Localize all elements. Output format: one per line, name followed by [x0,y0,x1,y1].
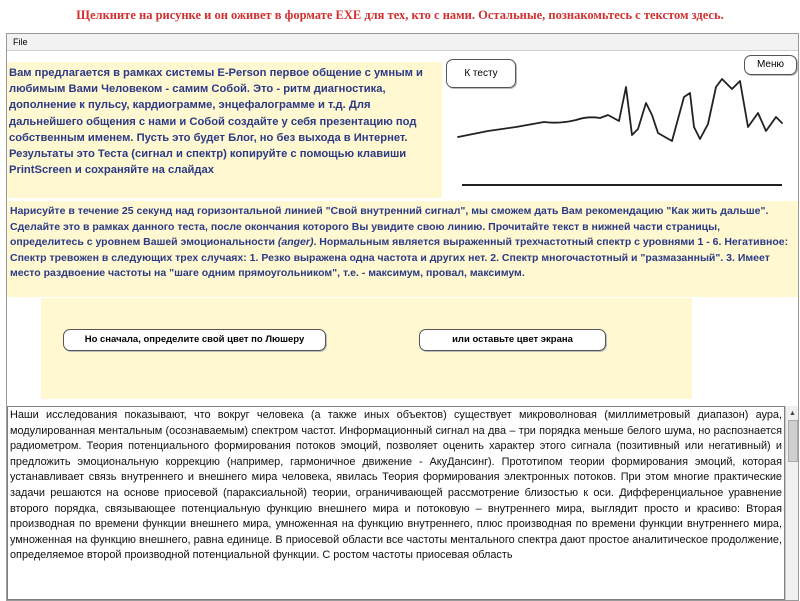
instructions-text [10,204,795,282]
intro-text: Вам предлагается в рамках системы E-Person первое общение с умным и любимым Вами Человеком - самим Собой. Это - ритм диагностика, дополнение к пульсу, кардиограмме, энцефалограмме и т.д. Для дальнейшего общения с нами и Собой создайте у себя презентацию под собственным именем. Пусть это будет Блог, но без выхода в Интернет. Результаты это Теста (сигнал и спектр) копируйте с помощью клавиши PrintScreen и сохраняйте на слайдах [9,67,423,177]
signal-line [458,79,782,141]
app-window [6,33,799,601]
top-banner: Щелкните на рисунке и он оживет в формате EXE для тех, кто с нами. Остальные, познакомьтесь с текстом здесь. [76,8,724,22]
menu-file[interactable]: File [13,37,28,47]
article-box[interactable] [7,406,785,600]
menu-bar [7,34,798,51]
instructions-text-part2: . Нормальным является выраженный трехчастотный спектр с уровнями 1 - 6. Негативное: Спектр тревожен в следующих трех случаях: 1. Резко выражена одна частота и других нет. 2. Спектр многочастотный и "размазанный". 3. Имеет место раздвоение частоты на "шаге одним прямоугольником", т.е. - максимум, провал, максимум. [10,236,789,280]
luscher-color-button[interactable]: Но сначала, определите свой цвет по Люшеру [63,329,326,351]
instructions-text-part1: Нарисуйте в течение 25 секунд над горизонтальной линией "Свой внутренний сигнал", мы сможем дать Вам рекомендацию "Как жить дальше". Сделайте это в рамках данного теста, после окончания которого Вы увидите свою линию. Прочитайте текст в нижней части страницы, определитесь с уровнем Вашей эмоциональности [10,205,769,249]
instructions-panel [7,201,798,297]
scroll-thumb[interactable] [788,420,798,462]
intro-panel [7,62,442,198]
menu-button[interactable]: Меню [744,55,797,75]
instructions-emphasis: (anger) [277,236,314,249]
article-scrollbar[interactable] [785,406,799,600]
article-text: Наши исследования показывают, что вокруг человека (а также иных объектов) существует микроволновая (миллиметровый диапазон) аура, модулированная ментальным (осознаваемым) спектром частот. Информационный сигнал на два – три порядка меньше белого шума, но распознается радиометром. Теория потенциального формирования потоков эмоций, позволяет оценить характер этого сигнала (позитивный или негативный) и предложить эмоциональную коррекцию (например, гармоничное движение - АкуДансинг). Прототипом теории формирования эмоций, которая устанавливает связь внутреннего и внешнего мира человека, явилась Теория формирования электронных потоков. При этом многие практические задачи решаются на основе приосевой (параксиальной) теории, ограничивающей рассмотрение близостью к оси. Дифференциальное уравнение второго порядка, связывающее потенциальную функцию внешнего мира и потоковую – внутреннего мира, выглядит просто и красиво: Вторая производная по времени функции внешнего мира, умноженная на функцию внутреннего, плюс производная по времени функции внутреннего мира, умноженная на функцию внешнего, равна единице. В приосевой области все частоты ментального спектра дают простое аналитическое продолжение, определяемое второй производной потенциальной функции. С ростом частоты приосевая область [10,409,782,562]
scroll-up-icon[interactable]: ▲ [789,410,796,417]
screen-color-button[interactable]: или оставьте цвет экрана [419,329,606,351]
to-test-button[interactable]: К тесту [446,59,516,88]
